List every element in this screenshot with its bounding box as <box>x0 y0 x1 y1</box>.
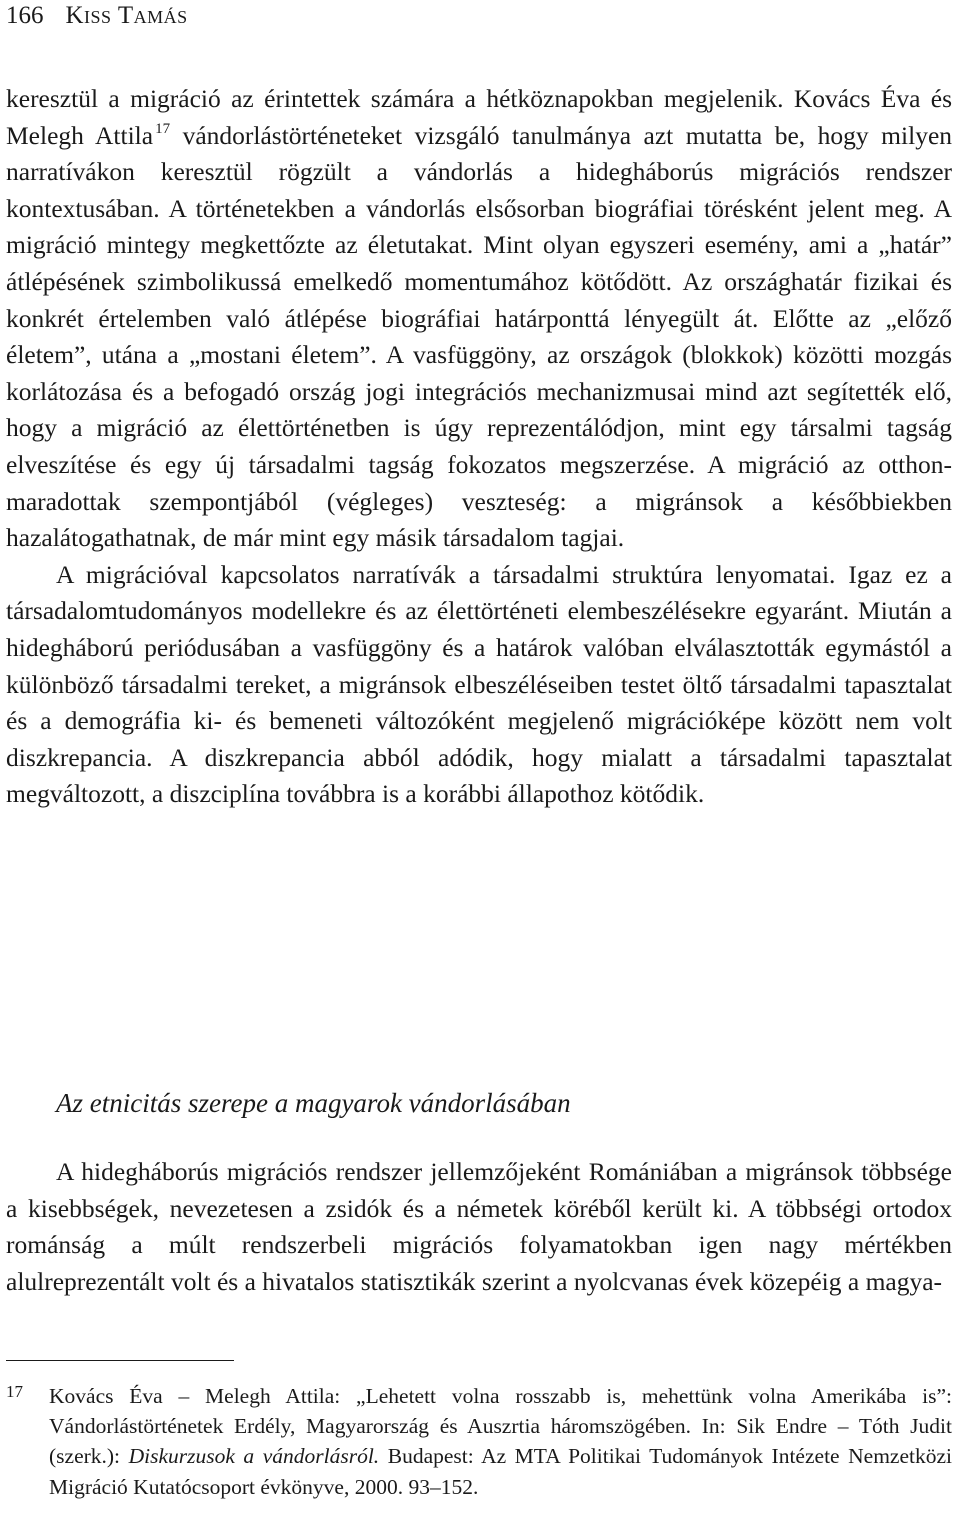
paragraph <box>6 81 952 557</box>
footnote-cited-title: Diskurzusok a vándorlásról. <box>128 1444 380 1469</box>
body-text-top <box>6 81 952 813</box>
paragraph-text: keresztül a migráció az érintettek számára a hétköznapokban megjelenik. Kovács Éva és Melegh Attila <box>6 84 952 150</box>
footnote-text-part: Budapest: Az MTA Politikai Tudományok Intézete Nemzetközi Migráció Kutatócsoport évkönyve, 2000. 93–152. <box>49 1444 952 1499</box>
footnote-text-part: Kovács Éva – Melegh Attila: „Lehetett volna rosszabb is, mehettünk volna Amerikába is”: Vándorlástörténetek Erdély, Magyarország és Auszrtia háromszögében. In: Sik Endre – Tóth Judit (szerk.): <box>49 1384 952 1469</box>
section-heading: Az etnicitás szerepe a magyarok vándorlásában <box>56 1088 571 1118</box>
body-text-bottom <box>6 1154 952 1300</box>
footnote-number: 17 <box>6 1382 23 1401</box>
paragraph: A hidegháborús migrációs rendszer jellemzőjeként Romániában a migránsok többsége a kisebbségek, nevezetesen a zsidók és a németek köréből került ki. A többségi ortodox románság a múlt rendszerbeli migrációs folyamatokban igen nagy mértékben alulreprezentált volt és a hivatalos statisztikák szerint a nyolcvanas évek közepéig a magya- <box>6 1157 952 1296</box>
footnote <box>6 1381 952 1502</box>
footnote-reference[interactable]: 17 <box>155 120 171 137</box>
paragraph-text: vándorlástörténeteket vizsgáló tanulmánya azt mutatta be, hogy milyen narratívákon keresztül rögzült a vándorlás a hidegháborús migrációs rendszer kontextusában. A történetekben a vándorlás elsősorban biográfiai törésként jelent meg. A migráció mintegy megkettőzte az életutakat. Mint olyan egyszeri esemény, ami a „határ” átlépésének szimbolikussá emelkedő momentumához kötődött. Az országhatár fizikai és konkrét értelemben való átlépése biográfiai határponttá lényegült át. Előtte az „előző életem”, utána a „mostani életem”. A vasfüggöny, az országok (blokkok) közötti mozgás korlátozása és a befogadó ország jogi integrációs mechanizmusai mind azt segítették elő, hogy a migráció az élettörténetben is úgy reprezentálódjon, mint egy társalmi tagság elveszítése és egy új társadalmi tagság fokozatos megszerzése. A migráció az otthon-maradottak szempontjából (végleges) veszteség: a migránsok a későbbiekben hazalátogathatnak, de már mint egy másik társadalom tagjai. <box>6 120 953 553</box>
running-header <box>6 1 188 31</box>
paragraph: A migrációval kapcsolatos narratívák a társadalmi struktúra lenyomatai. Igaz ez a társadalomtudományos modellekre és az élettörténeti elembeszélésekre egyaránt. Miután a hidegháború periódusában a vasfüggöny és a határok valóban elválasztották egymástól a különböző társadalmi tereket, a migránsok elbeszéléseiben testet öltő társadalmi tapasztalat és a demográfia ki- és bemeneti változóként megjelenő migrációképe között nem volt diszkrepancia. A diszkrepancia abból adódik, hogy mialatt a társadalmi tapasztalat megváltozott, a diszciplína továbbra is a korábbi állapothoz kötődik. <box>6 559 952 809</box>
running-header-author: Kiss Tamás <box>65 2 188 29</box>
footnote-text <box>49 1381 952 1502</box>
footnote-divider <box>6 1360 234 1361</box>
page-number: 166 <box>6 2 44 29</box>
